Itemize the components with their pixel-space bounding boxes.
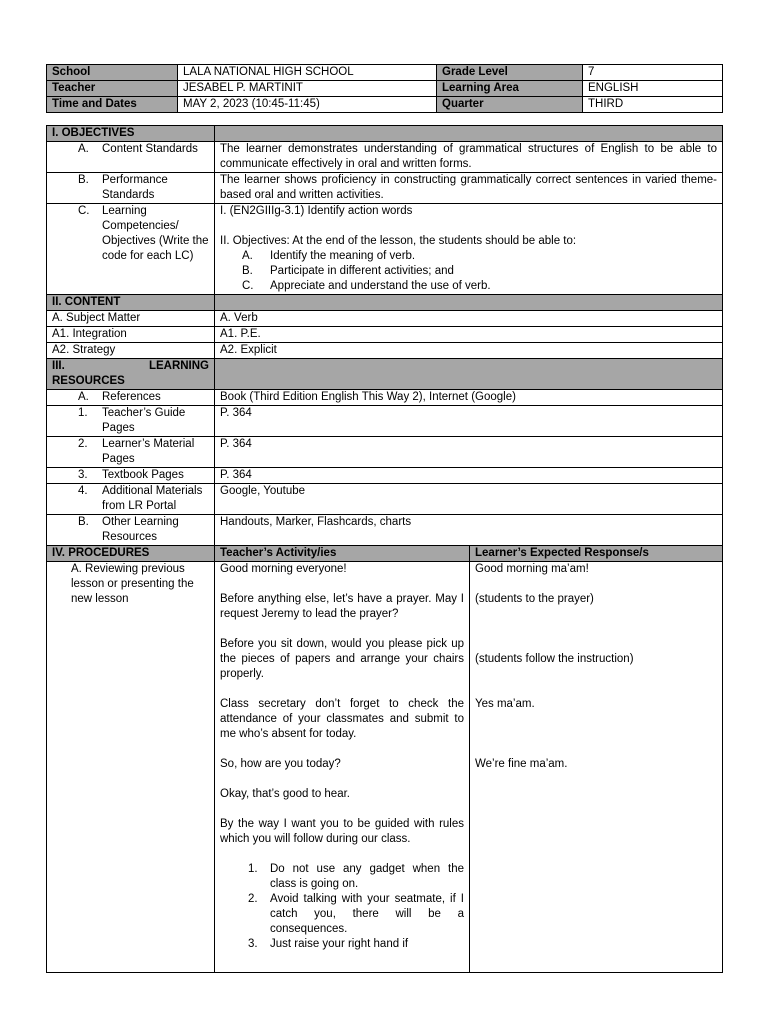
additional-materials-label: 4. Additional Materials from LR Portal	[47, 484, 215, 515]
grade-label: Grade Level	[437, 65, 583, 81]
lc-item: B. Participate in different activities; and	[242, 265, 454, 277]
textbook-pages-value: P. 364	[215, 468, 723, 484]
procedures-heading: IV. PROCEDURES	[47, 546, 215, 562]
learning-competencies-text	[215, 204, 723, 295]
grade-value: 7	[583, 65, 723, 81]
lc-item: C. Appreciate and understand the use of verb.	[242, 280, 491, 292]
school-value: LALA NATIONAL HIGH SCHOOL	[178, 65, 437, 81]
learners-material-label: 2. Learner’s Material Pages	[47, 437, 215, 468]
content-standards-text: The learner demonstrates understanding of grammatical structures of English to be able to communicate effectively in oral and written forms.	[215, 142, 723, 173]
content-standards-label: A. Content Standards	[47, 142, 215, 173]
rule-item: 2. Avoid talking with your seatmate, if I catch you, there will be a consequences.	[248, 893, 464, 935]
quarter-value: THIRD	[583, 97, 723, 113]
teacher-line: Before anything else, let’s have a prayer. May I request Jeremy to lead the prayer?	[220, 593, 464, 620]
lc-code: I. (EN2GIIIg-3.1) Identify action words	[220, 205, 413, 217]
content-heading: II. CONTENT	[47, 295, 215, 311]
learning-competencies-label: C. Learning Competencies/ Objectives (Write the code for each LC)	[47, 204, 215, 295]
rule-item: 1. Do not use any gadget when the class is going on.	[248, 863, 464, 890]
lc-item: A. Identify the meaning of verb.	[242, 250, 416, 262]
learners-material-value: P. 364	[215, 437, 723, 468]
integration-label: A1. Integration	[47, 327, 215, 343]
subject-matter-value: A. Verb	[215, 311, 723, 327]
teacher-line: Class secretary don’t forget to check the attendance of your classmates and submit to me who’s absent for today.	[220, 698, 464, 740]
teacher-activity-cell	[215, 562, 470, 973]
objectives-heading: I. OBJECTIVES	[47, 126, 215, 142]
learner-line: Good morning ma’am!	[475, 563, 589, 575]
learner-line: (students to the prayer)	[475, 593, 594, 605]
learner-response-heading: Learner’s Expected Response/s	[470, 546, 723, 562]
teacher-line: By the way I want you to be guided with rules which you will follow during our class.	[220, 818, 464, 845]
subject-matter-label: A. Subject Matter	[47, 311, 215, 327]
quarter-label: Quarter	[437, 97, 583, 113]
performance-standards-text: The learner shows proficiency in constructing grammatically correct sentences in varied theme-based oral and written activities.	[215, 173, 723, 204]
additional-materials-value: Google, Youtube	[215, 484, 723, 515]
time-label: Time and Dates	[47, 97, 178, 113]
teacher-line: Okay, that’s good to hear.	[220, 788, 350, 800]
references-label: A. References	[47, 390, 215, 406]
main-table	[46, 125, 723, 973]
resources-heading: III. LEARNING RESOURCES	[47, 359, 215, 390]
textbook-pages-label: 3. Textbook Pages	[47, 468, 215, 484]
area-label: Learning Area	[437, 81, 583, 97]
strategy-value: A2. Explicit	[215, 343, 723, 359]
header-table	[46, 64, 723, 113]
learner-line: Yes ma’am.	[475, 698, 535, 710]
area-value: ENGLISH	[583, 81, 723, 97]
references-value: Book (Third Edition English This Way 2), Internet (Google)	[215, 390, 723, 406]
time-value: MAY 2, 2023 (10:45-11:45)	[178, 97, 437, 113]
other-resources-value: Handouts, Marker, Flashcards, charts	[215, 515, 723, 546]
learner-line: We’re fine ma’am.	[475, 758, 568, 770]
teacher-line: So, how are you today?	[220, 758, 341, 770]
learner-response-cell	[470, 562, 723, 973]
learner-line: (students follow the instruction)	[475, 653, 634, 665]
other-resources-label: B. Other Learning Resources	[47, 515, 215, 546]
teachers-guide-value: P. 364	[215, 406, 723, 437]
lc-intro: II. Objectives: At the end of the lesson, the students should be able to:	[220, 235, 577, 247]
rule-item: 3. Just raise your right hand if	[248, 938, 409, 950]
teachers-guide-label: 1. Teacher’s Guide Pages	[47, 406, 215, 437]
performance-standards-label: B. Performance Standards	[47, 173, 215, 204]
teacher-line: Before you sit down, would you please pick up the pieces of papers and arrange your chairs properly.	[220, 638, 464, 680]
teacher-value: JESABEL P. MARTINIT	[178, 81, 437, 97]
teacher-activity-heading: Teacher’s Activity/ies	[215, 546, 470, 562]
teacher-label: Teacher	[47, 81, 178, 97]
school-label: School	[47, 65, 178, 81]
teacher-line: Good morning everyone!	[220, 563, 347, 575]
integration-value: A1. P.E.	[215, 327, 723, 343]
step-a-label: A. Reviewing previous lesson or presenting the new lesson	[47, 562, 215, 973]
strategy-label: A2. Strategy	[47, 343, 215, 359]
